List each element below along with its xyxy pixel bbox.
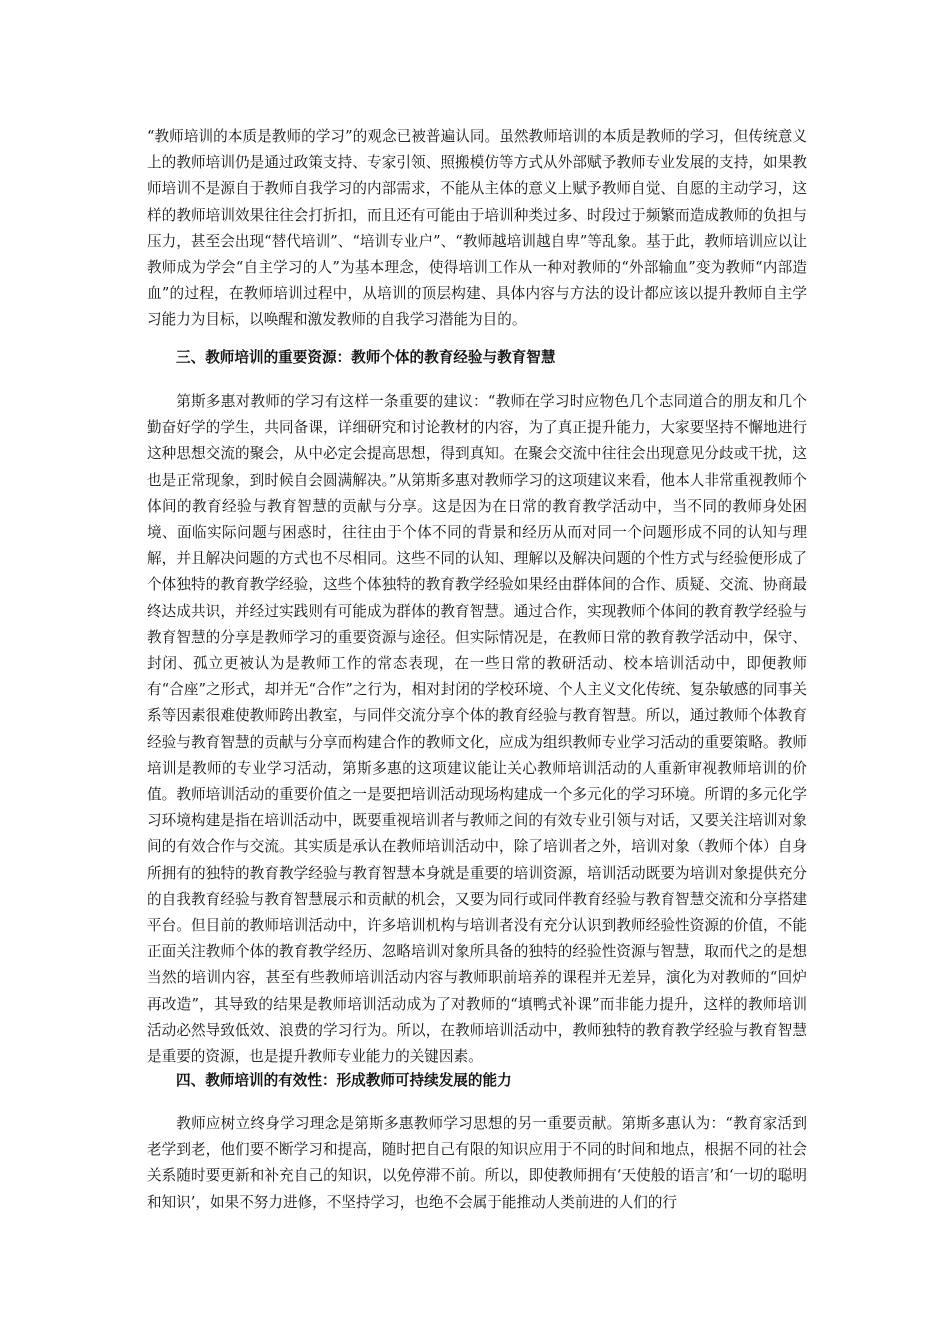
paragraph-1-text: “教师培训的本质是教师的学习”的观念已被普遍认同。虽然教师培训的本质是教师的学习，但传统意义上的教师培训仍是通过政策支持、专家引领、照搬模仿等方式从外部赋予教师专业发展的支持，如果教师培训不是源自于教师自我学习的内部需求，不能从主体的意义上赋予教师自觉、自愿的主动学习，这样的教师培训效果往往会打折扣，而且还有可能由于培训种类过多、时段过于频繁而造成教师的负担与压力，甚至会出现“替代培训”、“培训专业户”、“教师越培训越自卑”等乱象。基于此，教师培训应以让教师成为学会“自主学习的人”为基本理念，使得培训工作从一种对教师的“外部输血”变为教师“内部造血”的过程，在教师培训过程中，从培训的顶层构建、具体内容与方法的设计都应该以提升教师自主学习能力为目标，以唤醒和激发教师的自我学习潜能为目的。 xyxy=(147,128,807,329)
paragraph-1 xyxy=(147,124,807,334)
paragraph-2 xyxy=(147,389,807,1070)
paragraph-3 xyxy=(147,1111,807,1216)
section-heading-4: 四、教师培训的有效性：形成教师可持续发展的能力 xyxy=(176,1072,512,1089)
section-heading-3: 三、教师培训的重要资源：教师个体的教育经验与教育智慧 xyxy=(176,349,556,366)
paragraph-2-text: 第斯多惠对教师的学习有这样一条重要的建议：“教师在学习时应物色几个志同道合的朋友和几个勤奋好学的学生，共同备课，详细研究和讨论教材的内容，为了真正提升能力，大家要坚持不懈地进行这种思想交流的聚会，从中必定会提高思想，得到真知。在聚会交流中往往会出现意见分歧或干扰，这也是正常现象，到时候自会圆满解决。”从第斯多惠对教师学习的这项建议来看，他本人非常重视教师个体间的教育经验与教育智慧的贡献与分享。这是因为在日常的教育教学活动中，当不同的教师身处困境、面临实际问题与困惑时，往往由于个体不同的背景和经历从而对同一个问题形成不同的认知与理解，并且解决问题的方式也不尽相同。这些不同的认知、理解以及解决问题的个性方式与经验便形成了个体独特的教育教学经验，这些个体独特的教育教学经验如果经由群体间的合作、质疑、交流、协商最终达成共识，并经过实践则有可能成为群体的教育智慧。通过合作，实现教师个体间的教育教学经验与教育智慧的分享是教师学习的重要资源与途径。但实际情况是，在教师日常的教育教学活动中，保守、封闭、孤立更被认为是教师工作的常态表现，在一些日常的教研活动、校本培训活动中，即便教师有“合座”之形式，却并无“合作”之行为，相对封闭的学校环境、个人主义文化传统、复杂敏感的同事关系等因素很难使教师跨出教室，与同伴交流分享个体的教育经验与教育智慧。所以，通过教师个体教育经验与教育智慧的贡献与分享而构建合作的教师文化，应成为组织教师专业学习活动的重要策略。教师培训是教师的专业学习活动，第斯多惠的这项建议能让关心教师培训活动的人重新审视教师培训的价值。教师培训活动的重要价值之一是要把培训活动现场构建成一个多元化的学习环境。所谓的多元化学习环境构建是指在培训活动中，既要重视培训者与教师之间的有效专业引领与对话，又要关注培训对象间的有效合作与交流。其实质是承认在教师培训活动中，除了培训者之外，培训对象（教师个体）自身所拥有的独特的教育教学经验与教育智慧本身就是重要的培训资源，培训活动既要为培训对象提供充分的自我教育经验与教育智慧展示和贡献的机会，又要为同行或同伴教育经验与教育智慧交流和分享搭建平台。但目前的教师培训活动中，许多培训机构与培训者没有充分认识到教师经验性资源的价值，不能正面关注教师个体的教育教学经历、忽略培训对象所具备的独特的经验性资源与智慧，取而代之的是想当然的培训内容，甚至有些教师培训活动内容与教师职前培养的课程并无差异，演化为对教师的“回炉再改造”，其导致的结果是教师培训活动成为了对教师的“填鸭式补课”而非能力提升，这样的教师培训活动必然导致低效、浪费的学习行为。所以，在教师培训活动中，教师独特的教育教学经验与教育智慧是重要的资源，也是提升教师专业能力的关键因素。 xyxy=(147,393,807,1066)
paragraph-3-text: 教师应树立终身学习理念是第斯多惠教师学习思想的另一重要贡献。第斯多惠认为：“教育家活到老学到老，他们要不断学习和提高，随时把自己有限的知识应用于不同的时间和地点，根据不同的社会关系随时要更新和补充自己的知识，以免停滞不前。所以，即使教师拥有‘天使般的语言’和‘一切的聪明和知识’，如果不努力进修，不坚持学习，也绝不会属于能推动人类前进的人们的行 xyxy=(147,1115,807,1211)
